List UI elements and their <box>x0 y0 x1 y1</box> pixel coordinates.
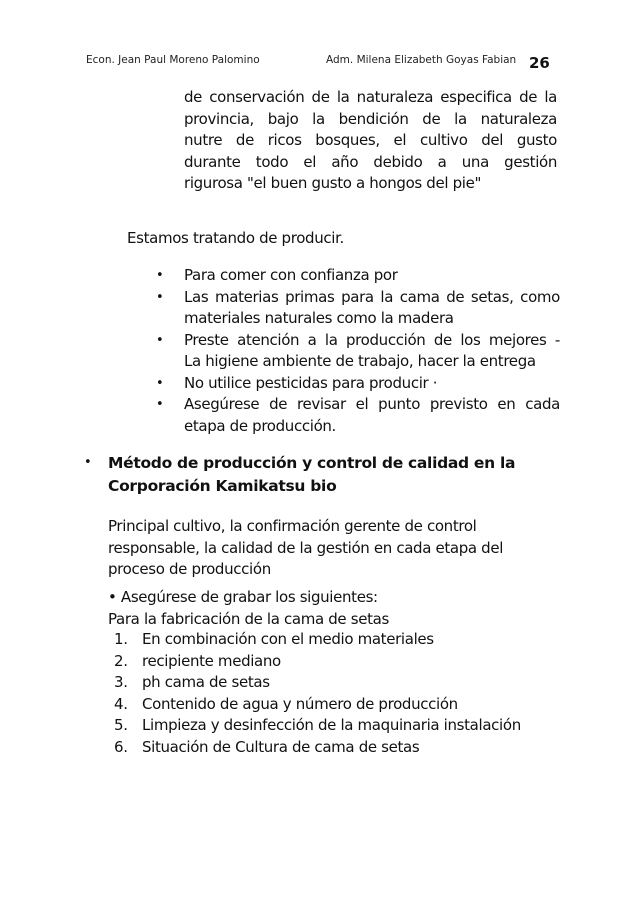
list-item <box>110 715 521 737</box>
producing-bullet-list <box>150 265 560 437</box>
record-intro <box>108 587 389 630</box>
bed-line: Para la fabricación de la cama de setas <box>108 609 389 628</box>
intro-line: durante todo el año debido a una gestión <box>184 152 557 171</box>
method-paragraph <box>108 516 503 581</box>
bullet-icon: • <box>156 375 164 391</box>
bullet-icon: • <box>156 332 164 348</box>
list-text: ph cama de setas <box>142 673 270 691</box>
bullet-line: Las materias primas para la cama de setas, como <box>184 287 560 306</box>
bullet-line: Preste atención a la producción de los mejores - <box>184 330 560 349</box>
record-line: • Asegúrese de grabar los siguientes: <box>108 588 378 606</box>
bullet-icon: • <box>156 268 164 283</box>
list-item <box>150 265 560 287</box>
bullet-line: No utilice pesticidas para producir · <box>184 373 438 392</box>
page-number: 26 <box>529 54 550 72</box>
bullet-line: materiales naturales como la madera <box>184 309 454 327</box>
intro-line: rigurosa "el buen gusto a hongos del pie" <box>184 174 482 192</box>
bullet-line: etapa de producción. <box>184 416 336 435</box>
bullet-icon: • <box>156 289 164 305</box>
producing-heading: Estamos tratando de producir. <box>127 229 344 247</box>
list-item <box>110 672 521 694</box>
list-text: Contenido de agua y número de producción <box>142 694 458 713</box>
header-author-left: Econ. Jean Paul Moreno Palomino <box>86 54 260 66</box>
list-item <box>150 394 560 437</box>
list-item <box>150 373 560 395</box>
list-number: 1. <box>114 630 128 648</box>
bullet-icon: • <box>156 397 164 412</box>
list-text: recipiente mediano <box>142 651 281 670</box>
list-number: 6. <box>114 737 128 756</box>
list-text: En combinación con el medio materiales <box>142 630 434 648</box>
list-item <box>110 629 521 651</box>
intro-paragraph <box>184 87 557 195</box>
header-author-center: Adm. Milena Elizabeth Goyas Fabian <box>326 54 517 66</box>
intro-line: de conservación de la naturaleza especifica de la <box>184 88 557 106</box>
list-item <box>110 737 521 759</box>
numbered-list <box>110 629 521 758</box>
section-title-line: Método de producción y control de calidad en la <box>108 454 516 472</box>
bullet-line: Asegúrese de revisar el punto previsto en cada <box>184 395 560 413</box>
list-text: Limpieza y desinfección de la maquinaria instalación <box>142 716 521 734</box>
paragraph-line: proceso de producción <box>108 560 271 578</box>
list-number: 4. <box>114 694 128 713</box>
paragraph-line: Principal cultivo, la confirmación gerente de control <box>108 517 477 535</box>
list-item <box>110 651 521 673</box>
method-section-heading <box>84 452 524 497</box>
list-number: 5. <box>114 716 128 734</box>
paragraph-line: responsable, la calidad de la gestión en cada etapa del <box>108 538 504 557</box>
bullet-icon: • <box>84 455 92 470</box>
list-item <box>150 330 560 373</box>
intro-line: provincia, bajo la bendición de la naturaleza <box>184 109 557 128</box>
bullet-line: Para comer con confianza por <box>184 266 398 284</box>
intro-line: nutre de ricos bosques, el cultivo del gusto <box>184 131 557 149</box>
list-item <box>110 694 521 716</box>
list-text: Situación de Cultura de cama de setas <box>142 737 420 756</box>
list-number: 2. <box>114 651 128 670</box>
bullet-line: La higiene ambiente de trabajo, hacer la entrega <box>184 352 536 370</box>
section-title-line: Corporación Kamikatsu bio <box>108 476 337 495</box>
list-number: 3. <box>114 673 128 691</box>
list-item <box>150 287 560 330</box>
